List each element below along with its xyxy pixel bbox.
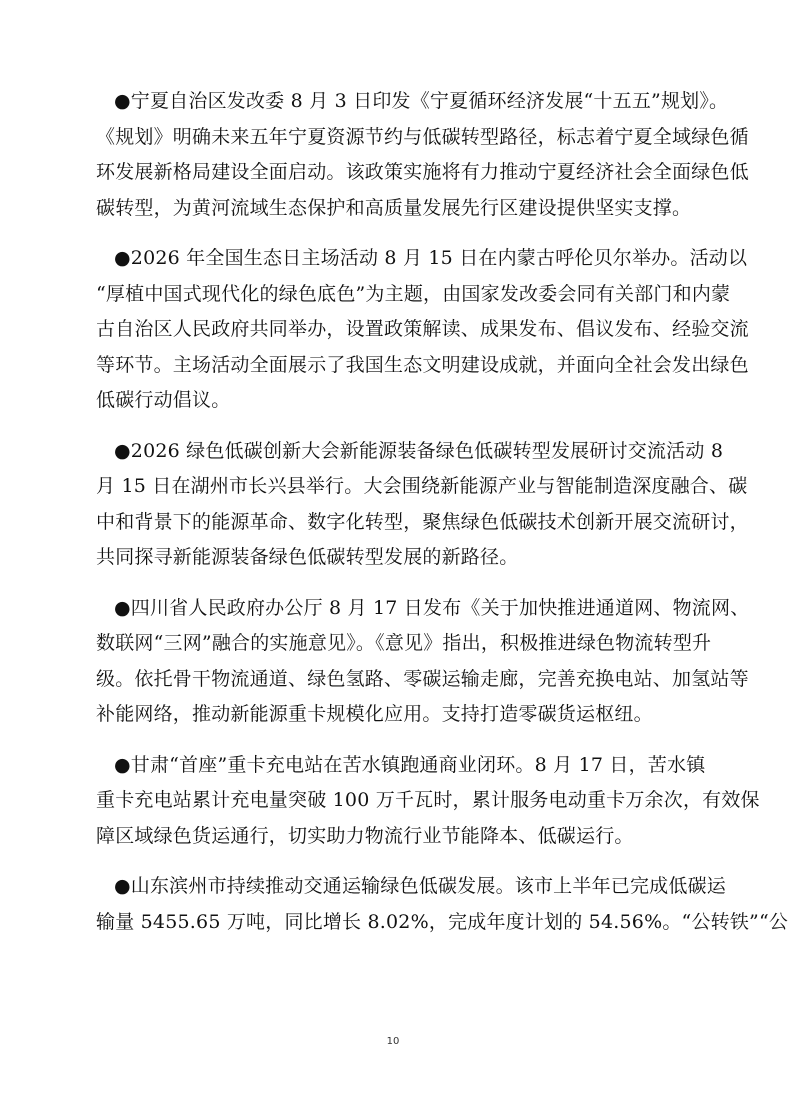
news-item-gansu	[96, 748, 760, 855]
text-line: 中和背景下的能源革命、数字化转型，聚焦绿色低碳技术创新开展交流研讨，	[96, 510, 749, 533]
news-item-shandong	[96, 869, 788, 940]
text-line: 重卡充电站累计充电量突破 100 万千瓦时，累计服务电动重卡万余次，有效保	[96, 789, 760, 811]
page-number: 10	[386, 1036, 400, 1047]
news-item-ningxia	[96, 84, 749, 226]
news-item-sichuan	[96, 591, 750, 733]
text-line: ●2026 年全国生态日主场活动 8 月 15 日在内蒙古呼伦贝尔举办。活动以	[114, 247, 748, 269]
text-line: 碳转型，为黄河流域生态保护和高质量发展先行区建设提供坚实支撑。	[96, 196, 692, 219]
text-line: ●宁夏自治区发改委 8 月 3 日印发《宁夏循环经济发展“十五五”规划》。	[114, 90, 729, 112]
text-line: 等环节。主场活动全面展示了我国生态文明建设成就，并面向全社会发出绿色	[96, 353, 749, 376]
text-line: 障区域绿色货运通行，切实助力物流行业节能降本、低碳运行。	[96, 824, 634, 847]
text-line: 《规划》明确未来五年宁夏资源节约与低碳转型路径，标志着宁夏全域绿色循	[96, 125, 749, 148]
text-line: 补能网络，推动新能源重卡规模化应用。支持打造零碳货运枢纽。	[96, 703, 653, 725]
text-line: 共同探寻新能源装备绿色低碳转型发展的新路径。	[96, 546, 519, 568]
text-line: ●甘肃“首座”重卡充电站在苦水镇跑通商业闭环。8 月 17 日，苦水镇	[114, 753, 706, 776]
text-line: ●四川省人民政府办公厅 8 月 17 日发布《关于加快推进通道网、物流网、	[114, 596, 750, 619]
document-body	[96, 84, 788, 955]
news-item-ecology-day	[96, 241, 749, 419]
text-line: 数联网“三网”融合的实施意见》。《意见》指出，积极推进绿色物流转型升	[96, 632, 712, 654]
text-line: ●山东滨州市持续推动交通运输绿色低碳发展。该市上半年已完成低碳运	[114, 875, 726, 897]
text-line: 输量 5455.65 万吨，同比增长 8.02%，完成年度计划的 54.56%。“公转铁”“公	[96, 910, 788, 933]
text-line: 级。依托骨干物流通道、绿色氢路、零碳运输走廊，完善充换电站、加氢站等	[96, 667, 749, 690]
news-item-innovation-conference	[96, 434, 749, 576]
text-line: 环发展新格局建设全面启动。该政策实施将有力推动宁夏经济社会全面绿色低	[96, 161, 749, 183]
text-line: 古自治区人民政府共同举办，设置政策解读、成果发布、倡议发布、经验交流	[96, 318, 749, 340]
text-line: ●2026 绿色低碳创新大会新能源装备绿色低碳转型发展研讨交流活动 8	[114, 439, 724, 462]
text-line: “厚植中国式现代化的绿色底色”为主题，由国家发改委会同有关部门和内蒙	[96, 282, 731, 305]
text-line: 月 15 日在湖州市长兴县举行。大会围绕新能源产业与智能制造深度融合、碳	[96, 475, 748, 497]
text-line: 低碳行动倡议。	[96, 389, 231, 411]
